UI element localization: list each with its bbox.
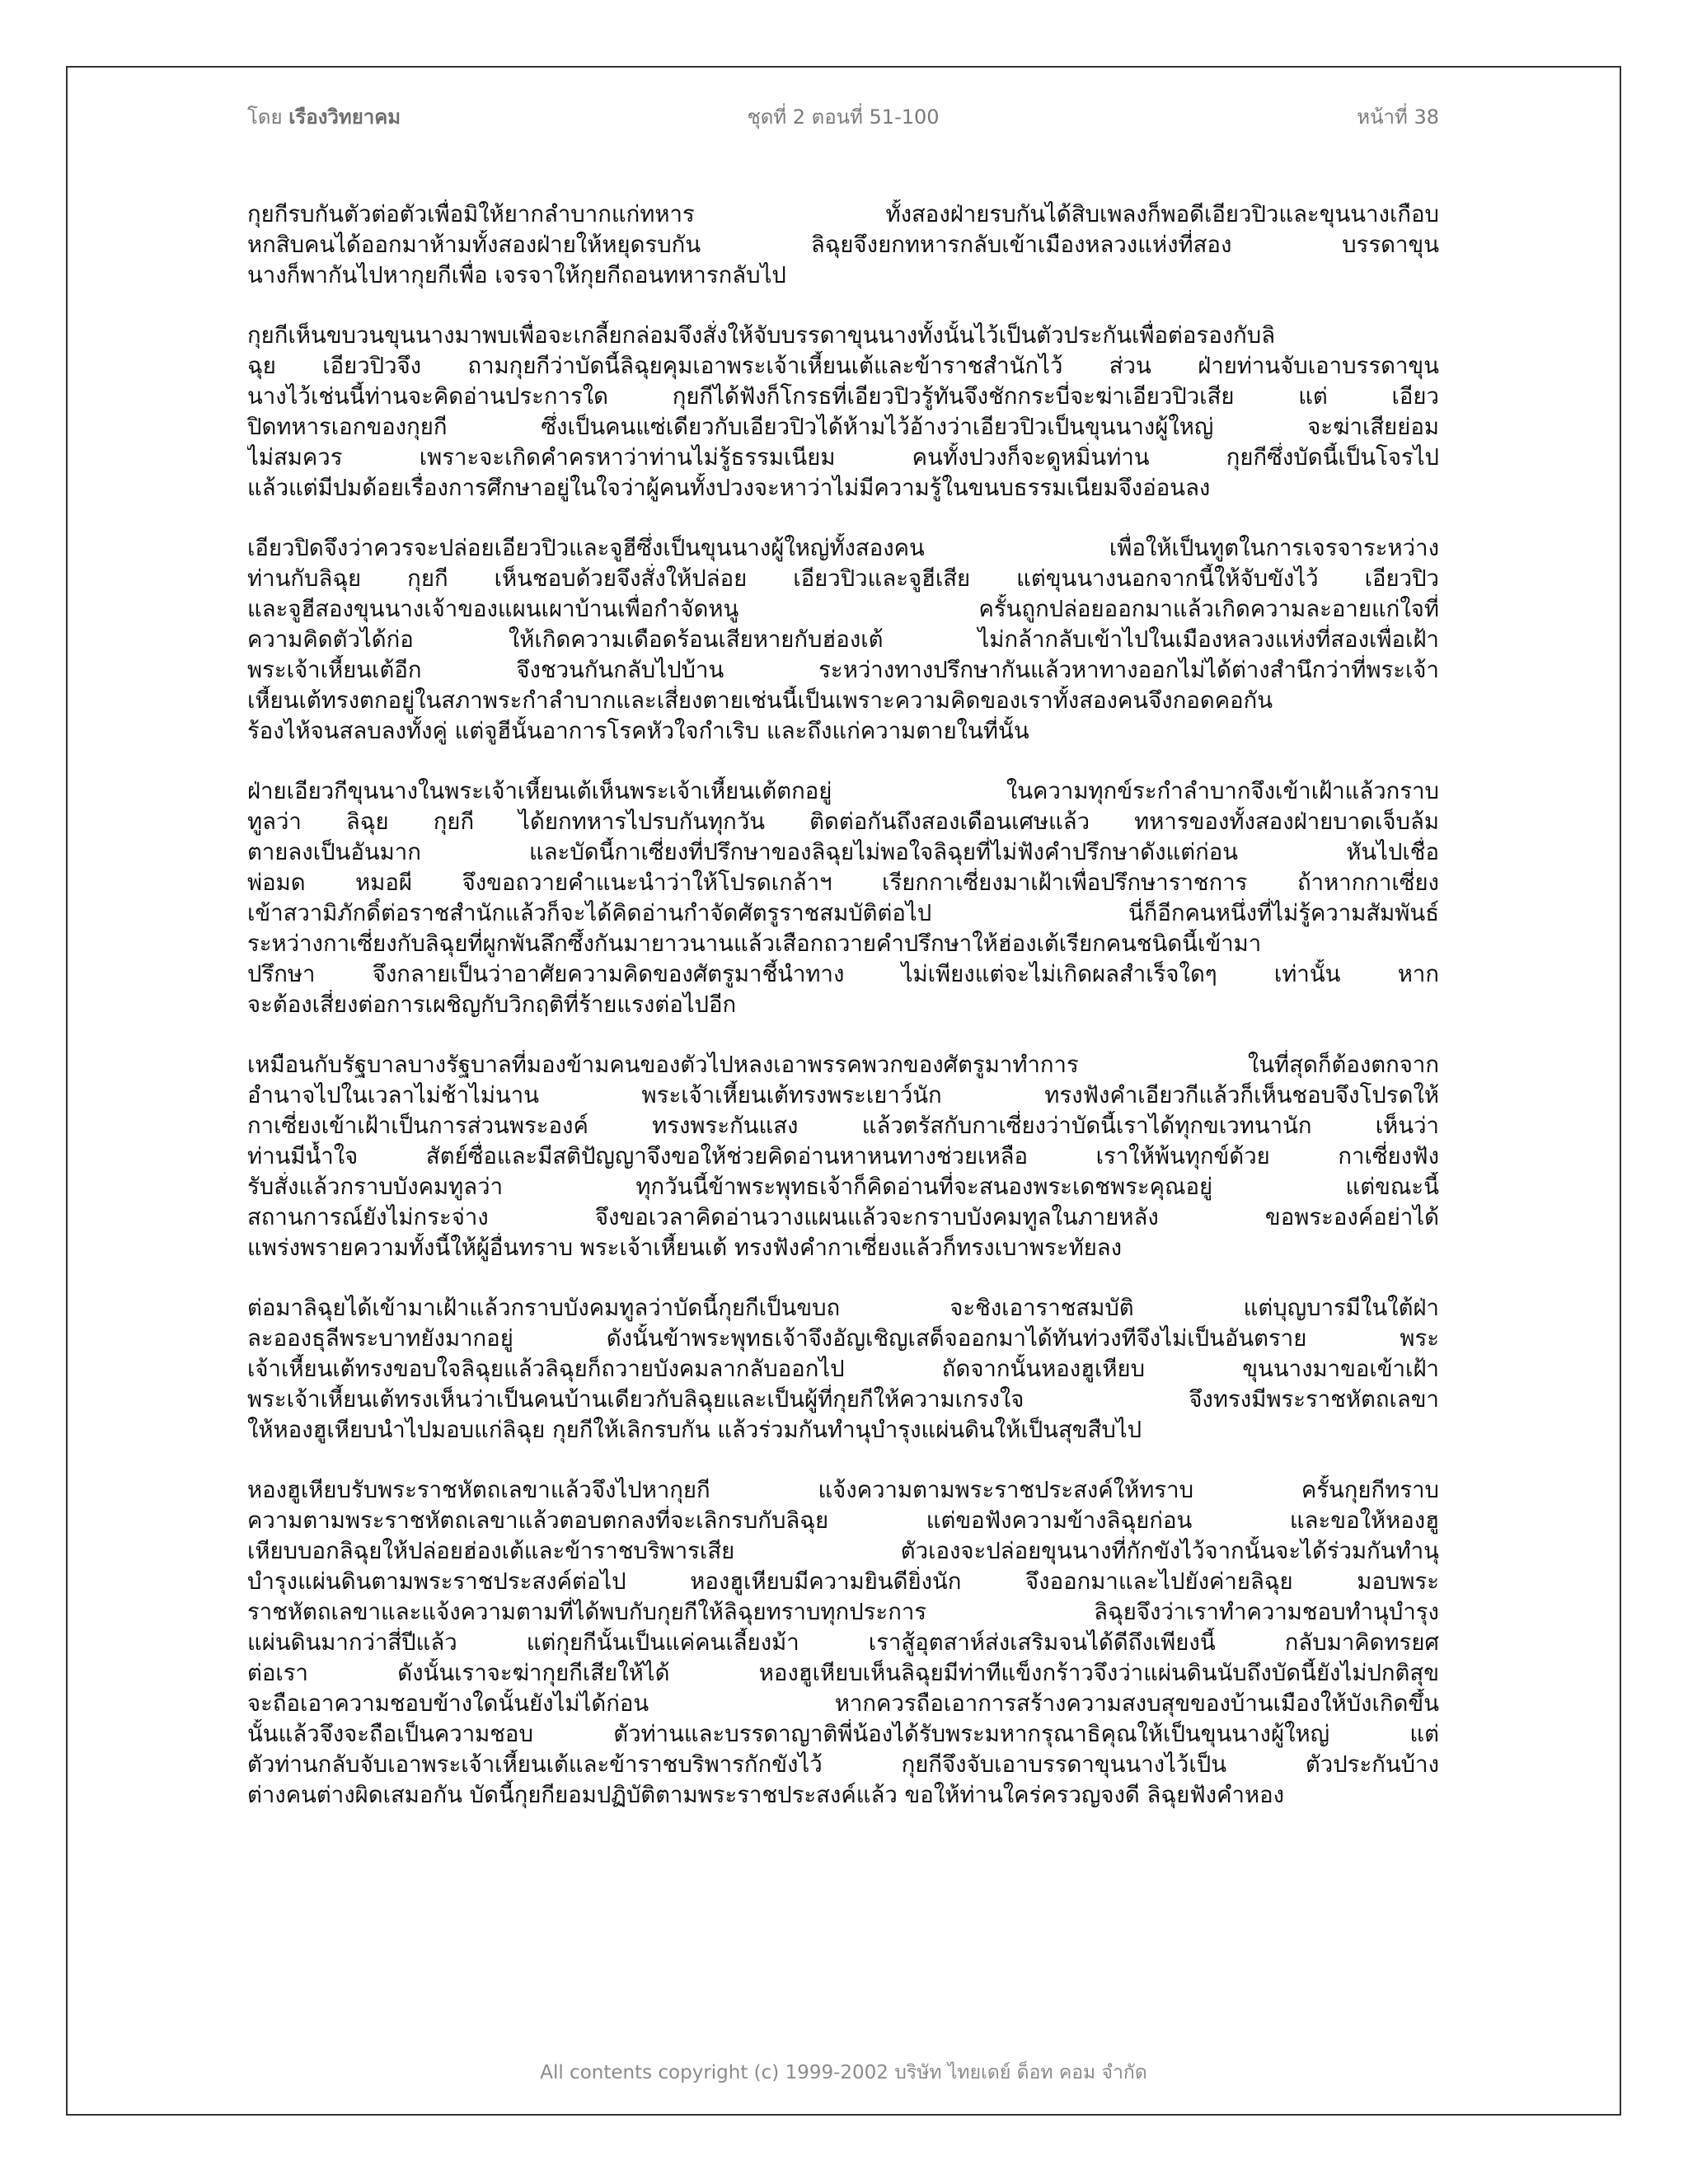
paragraph-line: จะต้องเสี่ยงต่อการเผชิญกับวิกฤติที่ร้ายแรงต่อไปอีก bbox=[247, 991, 737, 1018]
paragraph-line: สถานการณ์ยังไม่กระจ่าง จึงขอเวลาคิดอ่านวางแผนแล้วจะกราบบังคมทูลในภายหลัง ขอพระองค์อย่าได้ bbox=[247, 1204, 1439, 1230]
paragraph-line: พระเจ้าเหี้ยนเต้อีก จึงชวนกันกลับไปบ้าน ระหว่างทางปรึกษากันแล้วหาทางออกไม่ได้ต่างสำนึกว่าที่พระเจ้า bbox=[247, 657, 1439, 683]
paragraph-line: กุยกีเห็นขบวนขุนนางมาพบเพื่อจะเกลี้ยกล่อมจึงสั่งให้จับบรรดาขุนนางทั้งนั้นไว้เป็นตัวประกันเพื่อต่อรองกับลิ bbox=[247, 322, 1276, 349]
paragraph-line: แผ่นดินมากว่าสี่ปีแล้ว แต่กุยกีนั้นเป็นแค่คนเลี้ยงม้า เราสู้อุตสาห์ส่งเสริมจนได้ดีถึงเพียงนี้ กลับมาคิดทรยศ bbox=[247, 1629, 1439, 1656]
paragraph-line: ความคิดตัวได้ก่อ ให้เกิดความเดือดร้อนเสียหายกับฮ่องเต้ ไม่กล้ากลับเข้าไปในเมืองหลวงแห่งที่สองเพื่อเฝ้า bbox=[247, 626, 1439, 653]
paragraph bbox=[247, 1050, 1439, 1263]
paragraph-line: ต่อมาลิฉุยได้เข้ามาเฝ้าแล้วกราบบังคมทูลว่าบัดนี้กุยกีเป็นขบถ จะชิงเอาราชสมบัติ แต่บุญบารมีในใต้ฝ่า bbox=[247, 1295, 1439, 1321]
paragraph-line: หองฮูเหียบรับพระราชหัตถเลขาแล้วจึงไปหากุยกี แจ้งความตามพระราชประสงค์ให้ทราบ ครั้นกุยกีทราบ bbox=[247, 1477, 1439, 1503]
paragraph bbox=[247, 1293, 1439, 1446]
author-name: เรืองวิทยาคม bbox=[288, 105, 401, 129]
article-body bbox=[247, 199, 1439, 1840]
paragraph-line: ความตามพระราชหัตถเลขาแล้วตอบตกลงที่จะเลิกรบกับลิฉุย แต่ขอฟังความข้างลิฉุยก่อน และขอให้หองฮู bbox=[247, 1507, 1439, 1534]
paragraph-line: บำรุงแผ่นดินตามพระราชประสงค์ต่อไป หองฮูเหียบมีความยินดียิ่งนัก จึงออกมาและไปยังค่ายลิฉุย มอบพระ bbox=[247, 1568, 1439, 1595]
paragraph-line: แล้วแต่มีปมด้อยเรื่องการศึกษาอยู่ในใจว่าผู้คนทั้งปวงจะหาว่าไม่มีความรู้ในขนบธรรมเนียมจึงอ่อนลง bbox=[247, 475, 1211, 501]
paragraph-line: ฝ่ายเอียวกีขุนนางในพระเจ้าเหี้ยนเต้เห็นพระเจ้าเหี้ยนเต้ตกอยู่ ในความทุกข์ระกำลำบากจึงเข้าเฝ้าแล้วกราบ bbox=[247, 778, 1439, 804]
paragraph-line: นั้นแล้วจึงจะถือเป็นความชอบ ตัวท่านและบรรดาญาติพี่น้องได้รับพระมหากรุณาธิคุณให้เป็นขุนนางผู้ใหญ่ แต่ bbox=[247, 1721, 1439, 1747]
paragraph-line: ละอองธุลีพระบาทยังมากอยู่ ดังนั้นข้าพระพุทธเจ้าจึงอัญเชิญเสด็จออกมาได้ทันท่วงทีจึงไม่เป็นอันตราย พระ bbox=[247, 1325, 1439, 1352]
paragraph-line: ร้องไห้จนสลบลงทั้งคู่ แต่จูฮีนั้นอาการโรคหัวใจกำเริบ และถึงแก่ความตายในที่นั้น bbox=[247, 718, 1029, 744]
paragraph bbox=[247, 1475, 1439, 1811]
paragraph-line: ฉุย เอียวปิวจึง ถามกุยกีว่าบัดนี้ลิฉุยคุมเอาพระเจ้าเหี้ยนเต้และข้าราชสำนักไว้ ส่วน ฝ่ายท่านจับเอาบรรดาขุน bbox=[247, 353, 1439, 379]
paragraph-line: ท่านมีน้ำใจ สัตย์ซื่อและมีสติปัญญาจึงขอให้ช่วยคิดอ่านหาหนทางช่วยเหลือ เราให้พ้นทุกข์ด้วย กาเซี่ยงฟัง bbox=[247, 1143, 1439, 1169]
series-label: ชุดที่ 2 ตอนที่ 51-100 bbox=[747, 105, 940, 129]
paragraph-line: แพร่งพรายความทั้งนี้ให้ผู้อื่นทราบ พระเจ้าเหี้ยนเต้ ทรงฟังคำกาเซี่ยงแล้วก็ทรงเบาพระทัยลง bbox=[247, 1235, 1123, 1261]
paragraph-line: กาเซี่ยงเข้าเฝ้าเป็นการส่วนพระองค์ ทรงพระกันแสง แล้วตรัสกับกาเซี่ยงว่าบัดนี้เราได้ทุกขเวทนานัก เห็นว่า bbox=[247, 1113, 1439, 1139]
page-number: หน้าที่ 38 bbox=[1357, 105, 1439, 129]
paragraph bbox=[247, 321, 1439, 504]
paragraph-line: นางไว้เช่นนี้ท่านจะคิดอ่านประการใด กุยกีได้ฟังก็โกรธที่เอียวปิวรู้ทันจึงชักกระบี่จะฆ่าเอียวปิวเสีย แต่ เอียว bbox=[247, 383, 1439, 410]
paragraph-line: อำนาจไปในเวลาไม่ช้าไม่นาน พระเจ้าเหี้ยนเต้ทรงพระเยาว์นัก ทรงฟังคำเอียวกีแล้วก็เห็นชอบจึงโปรดให้ bbox=[247, 1082, 1439, 1108]
paragraph-line: ตายลงเป็นอันมาก และบัดนี้กาเซี่ยงที่ปรึกษาของลิฉุยไม่พอใจลิฉุยที่ไม่ฟังคำปรึกษาดังแต่ก่อน หันไปเชื่อ bbox=[247, 839, 1439, 865]
paragraph-line: ต่างคนต่างผิดเสมอกัน บัดนี้กุยกียอมปฏิบัติตามพระราชประสงค์แล้ว ขอให้ท่านใคร่ครวญจงดี ลิฉุยฟังคำหอง bbox=[247, 1782, 1285, 1808]
paragraph-line: รับสั่งแล้วกราบบังคมทูลว่า ทุกวันนี้ข้าพระพุทธเจ้าก็คิดอ่านที่จะสนองพระเดชพระคุณอยู่ แต่ขณะนี้ bbox=[247, 1174, 1439, 1200]
paragraph-line: ราชหัตถเลขาและแจ้งความตามที่ได้พบกับกุยกีให้ลิฉุยทราบทุกประการ ลิฉุยจึงว่าเราทำความชอบทำนุบำรุง bbox=[247, 1599, 1439, 1625]
paragraph-line: ปิดทหารเอกของกุยกี ซึ่งเป็นคนแซ่เดียวกับเอียวปิวได้ห้ามไว้อ้างว่าเอียวปิวเป็นขุนนางผู้ใหญ่ จะฆ่าเสียย่อม bbox=[247, 414, 1439, 440]
paragraph-line: ปรึกษา จึงกลายเป็นว่าอาศัยความคิดของศัตรูมาชี้นำทาง ไม่เพียงแต่จะไม่เกิดผลสำเร็จใดๆ เท่านั้น หาก bbox=[247, 961, 1439, 987]
paragraph bbox=[247, 199, 1439, 291]
page-header bbox=[247, 101, 1439, 134]
paragraph-line: เอียวปิดจึงว่าควรจะปล่อยเอียวปิวและจูฮีซึ่งเป็นขุนนางผู้ใหญ่ทั้งสองคน เพื่อให้เป็นทูตในการเจรจาระหว่าง bbox=[247, 535, 1439, 561]
paragraph-line: ให้หองฮูเหียบนำไปมอบแก่ลิฉุย กุยกีให้เลิกรบกัน แล้วร่วมกันทำนุบำรุงแผ่นดินให้เป็นสุขสืบไป bbox=[247, 1417, 1142, 1443]
paragraph-line: ทูลว่า ลิฉุย กุยกี ได้ยกทหารไปรบกันทุกวัน ติดต่อกันถึงสองเดือนเศษแล้ว ทหารของทั้งสองฝ่ายบาดเจ็บล้ม bbox=[247, 808, 1439, 835]
paragraph bbox=[247, 776, 1439, 1020]
paragraph-line: จะถือเอาความชอบข้างใดนั้นยังไม่ได้ก่อน หากควรถือเอาการสร้างความสงบสุขของบ้านเมืองให้บังเกิดขึ้น bbox=[247, 1690, 1439, 1717]
paragraph-line: ท่านกับลิฉุย กุยกี เห็นชอบด้วยจึงสั่งให้ปล่อย เอียวปิวและจูฮีเสีย แต่ขุนนางนอกจากนี้ให้จับขังไว้ เอียวปิว bbox=[247, 565, 1439, 592]
paragraph-line: เหมือนกับรัฐบาลบางรัฐบาลที่มองข้ามคนของตัวไปหลงเอาพรรคพวกของศัตรูมาทำการ ในที่สุดก็ต้องตกจาก bbox=[247, 1052, 1439, 1078]
paragraph-line: ระหว่างกาเซี่ยงกับลิฉุยที่ผูกพันลึกซึ้งกันมายาวนานแล้วเสือกถวายคำปรึกษาให้ฮ่องเต้เรียกคนชนิดนี้เข้ามา bbox=[247, 930, 1262, 957]
paragraph-line: เหียบบอกลิฉุยให้ปล่อยฮ่องเต้และข้าราชบริพารเสีย ตัวเองจะปล่อยขุนนางที่กักขังไว้จากนั้นจะได้ร่วมกันทำนุ bbox=[247, 1538, 1439, 1564]
paragraph-line: ต่อเรา ดังนั้นเราจะฆ่ากุยกีเสียให้ได้ หองฮูเหียบเห็นลิฉุยมีท่าทีแข็งกร้าวจึงว่าแผ่นดินนับถึงบัดนี้ยังไม่ปกติสุข bbox=[247, 1660, 1439, 1686]
paragraph-line: เข้าสวามิภักดิ์ต่อราชสำนักแล้วก็จะได้คิดอ่านกำจัดศัตรูราชสมบัติต่อไป นี่ก็อีกคนหนึ่งที่ไม่รู้ความสัมพันธ์ bbox=[247, 900, 1439, 926]
copyright-footer: All contents copyright (c) 1999-2002 บริษัท ไทยเดย์ ด็อท คอม จำกัด bbox=[540, 2062, 1147, 2083]
paragraph-line: นางก็พากันไปหากุยกีเพื่อ เจรจาให้กุยกีถอนทหารกลับไป bbox=[247, 262, 786, 288]
paragraph-line: หกสิบคนได้ออกมาห้ามทั้งสองฝ่ายให้หยุดรบกัน ลิฉุยจึงยกทหารกลับเข้าเมืองหลวงแห่งที่สอง บรรดาขุน bbox=[247, 232, 1439, 258]
author-prefix: โดย bbox=[247, 105, 283, 129]
paragraph-line: เจ้าเหี้ยนเต้ทรงขอบใจลิฉุยแล้วลิฉุยก็ถวายบังคมลากลับออกไป ถัดจากนั้นหองฮูเหียบ ขุนนางมาขอเข้าเฝ้า bbox=[247, 1356, 1439, 1382]
paragraph-line: พ่อมด หมอผี จึงขอถวายคำแนะนำว่าให้โปรดเกล้าฯ เรียกกาเซี่ยงมาเฝ้าเพื่อปรึกษาราชการ ถ้าหากกาเซี่ยง bbox=[247, 869, 1439, 896]
paragraph-line: พระเจ้าเหี้ยนเต้ทรงเห็นว่าเป็นคนบ้านเดียวกับลิฉุยและเป็นผู้ที่กุยกีให้ความเกรงใจ จึงทรงมีพระราชหัตถเลขา bbox=[247, 1386, 1439, 1413]
paragraph-line: ไม่สมควร เพราะจะเกิดคำครหาว่าท่านไม่รู้ธรรมเนียม คนทั้งปวงก็จะดูหมิ่นท่าน กุยกีซึ่งบัดนี้เป็นโจรไป bbox=[247, 444, 1439, 471]
paragraph-line: และจูฮีสองขุนนางเจ้าของแผนเผาบ้านเพื่อกำจัดหนู ครั้นถูกปล่อยออกมาแล้วเกิดความละอายแก่ใจที่ bbox=[247, 596, 1439, 622]
paragraph bbox=[247, 533, 1439, 747]
paragraph-line: เหี้ยนเต้ทรงตกอยู่ในสภาพระกำลำบากและเสี่ยงตายเช่นนี้เป็นเพราะความคิดของเราทั้งสองคนจึงกอดคอกัน bbox=[247, 687, 1273, 714]
paragraph-line: กุยกีรบกันตัวต่อตัวเพื่อมิให้ยากลำบากแก่ทหาร ทั้งสองฝ่ายรบกันได้สิบเพลงก็พอดีเอียวปิวและขุนนางเกือบ bbox=[247, 201, 1439, 227]
paragraph-line: ตัวท่านกลับจับเอาพระเจ้าเหี้ยนเต้และข้าราชบริพารกักขังไว้ กุยกีจึงจับเอาบรรดาขุนนางไว้เป็น ตัวประกันบ้าง bbox=[247, 1751, 1439, 1778]
